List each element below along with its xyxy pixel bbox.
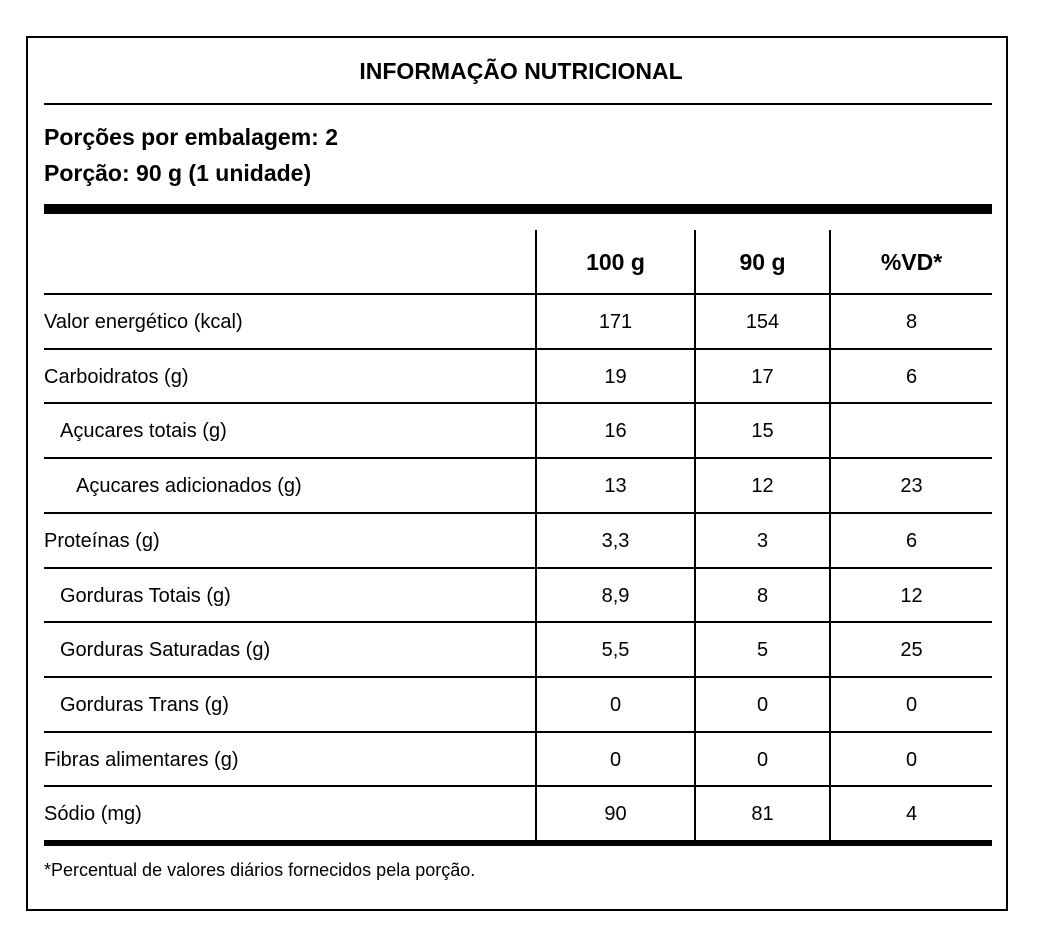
value-daily-percent: 0 <box>905 749 918 771</box>
nutrient-name: Açucares adicionados (g) <box>76 475 302 497</box>
table-row <box>44 623 992 677</box>
value-per-100g: 90 <box>604 803 627 825</box>
nutrient-name: Fibras alimentares (g) <box>44 749 239 771</box>
value-per-100g: 3,3 <box>601 530 630 552</box>
value-per-100g: 16 <box>604 420 627 442</box>
value-per-100g: 0 <box>609 749 622 771</box>
table-row <box>44 787 992 841</box>
value-per-serving: 5 <box>756 639 769 661</box>
nutrient-name: Proteínas (g) <box>44 530 160 552</box>
nutrient-name: Gorduras Trans (g) <box>60 694 229 716</box>
value-per-serving: 0 <box>756 694 769 716</box>
table-row <box>44 514 992 568</box>
label-title: INFORMAÇÃO NUTRICIONAL <box>359 58 683 84</box>
value-daily-percent: 0 <box>905 694 918 716</box>
table-row <box>44 459 992 513</box>
nutrient-name: Gorduras Saturadas (g) <box>60 639 271 661</box>
value-daily-percent: 8 <box>905 311 918 333</box>
value-per-100g: 171 <box>598 311 633 333</box>
servings-per-package: Porções por embalagem: 2 <box>44 124 338 150</box>
thick-divider-bottom <box>44 840 992 846</box>
value-per-100g: 8,9 <box>601 585 630 607</box>
title-divider <box>44 103 992 105</box>
value-per-serving: 3 <box>756 530 769 552</box>
nutrient-name: Carboidratos (g) <box>44 366 189 388</box>
table-row <box>44 350 992 404</box>
table-row <box>44 569 992 623</box>
value-per-serving: 154 <box>745 311 780 333</box>
serving-size: Porção: 90 g (1 unidade) <box>44 160 312 186</box>
value-daily-percent: 12 <box>900 585 923 607</box>
value-per-100g: 13 <box>604 475 627 497</box>
value-daily-percent: 4 <box>905 803 918 825</box>
nutrient-name: Açucares totais (g) <box>60 420 227 442</box>
value-daily-percent: 6 <box>905 366 918 388</box>
nutrient-name: Gorduras Totais (g) <box>60 585 231 607</box>
value-per-100g: 19 <box>604 366 627 388</box>
nutrient-name: Valor energético (kcal) <box>44 311 243 333</box>
table-row <box>44 733 992 787</box>
value-daily-percent <box>831 404 992 458</box>
value-daily-percent: 6 <box>905 530 918 552</box>
table-row <box>44 678 992 732</box>
value-per-serving: 12 <box>751 475 774 497</box>
value-daily-percent: 23 <box>900 475 923 497</box>
value-per-serving: 8 <box>756 585 769 607</box>
value-per-100g: 0 <box>609 694 622 716</box>
header-serving: 90 g <box>739 249 786 275</box>
table-row <box>44 404 992 458</box>
header-100g: 100 g <box>586 249 645 275</box>
table-row <box>44 295 992 349</box>
nutrient-name: Sódio (mg) <box>44 803 142 825</box>
value-per-serving: 0 <box>756 749 769 771</box>
footnote: *Percentual de valores diários fornecidos pela porção. <box>44 860 476 880</box>
value-per-100g: 5,5 <box>601 639 630 661</box>
value-daily-percent: 25 <box>900 639 923 661</box>
value-per-serving: 81 <box>751 803 774 825</box>
header-daily-value: %VD* <box>880 249 943 275</box>
value-per-serving: 15 <box>751 420 774 442</box>
thick-divider-top <box>44 204 992 214</box>
value-per-serving: 17 <box>751 366 774 388</box>
